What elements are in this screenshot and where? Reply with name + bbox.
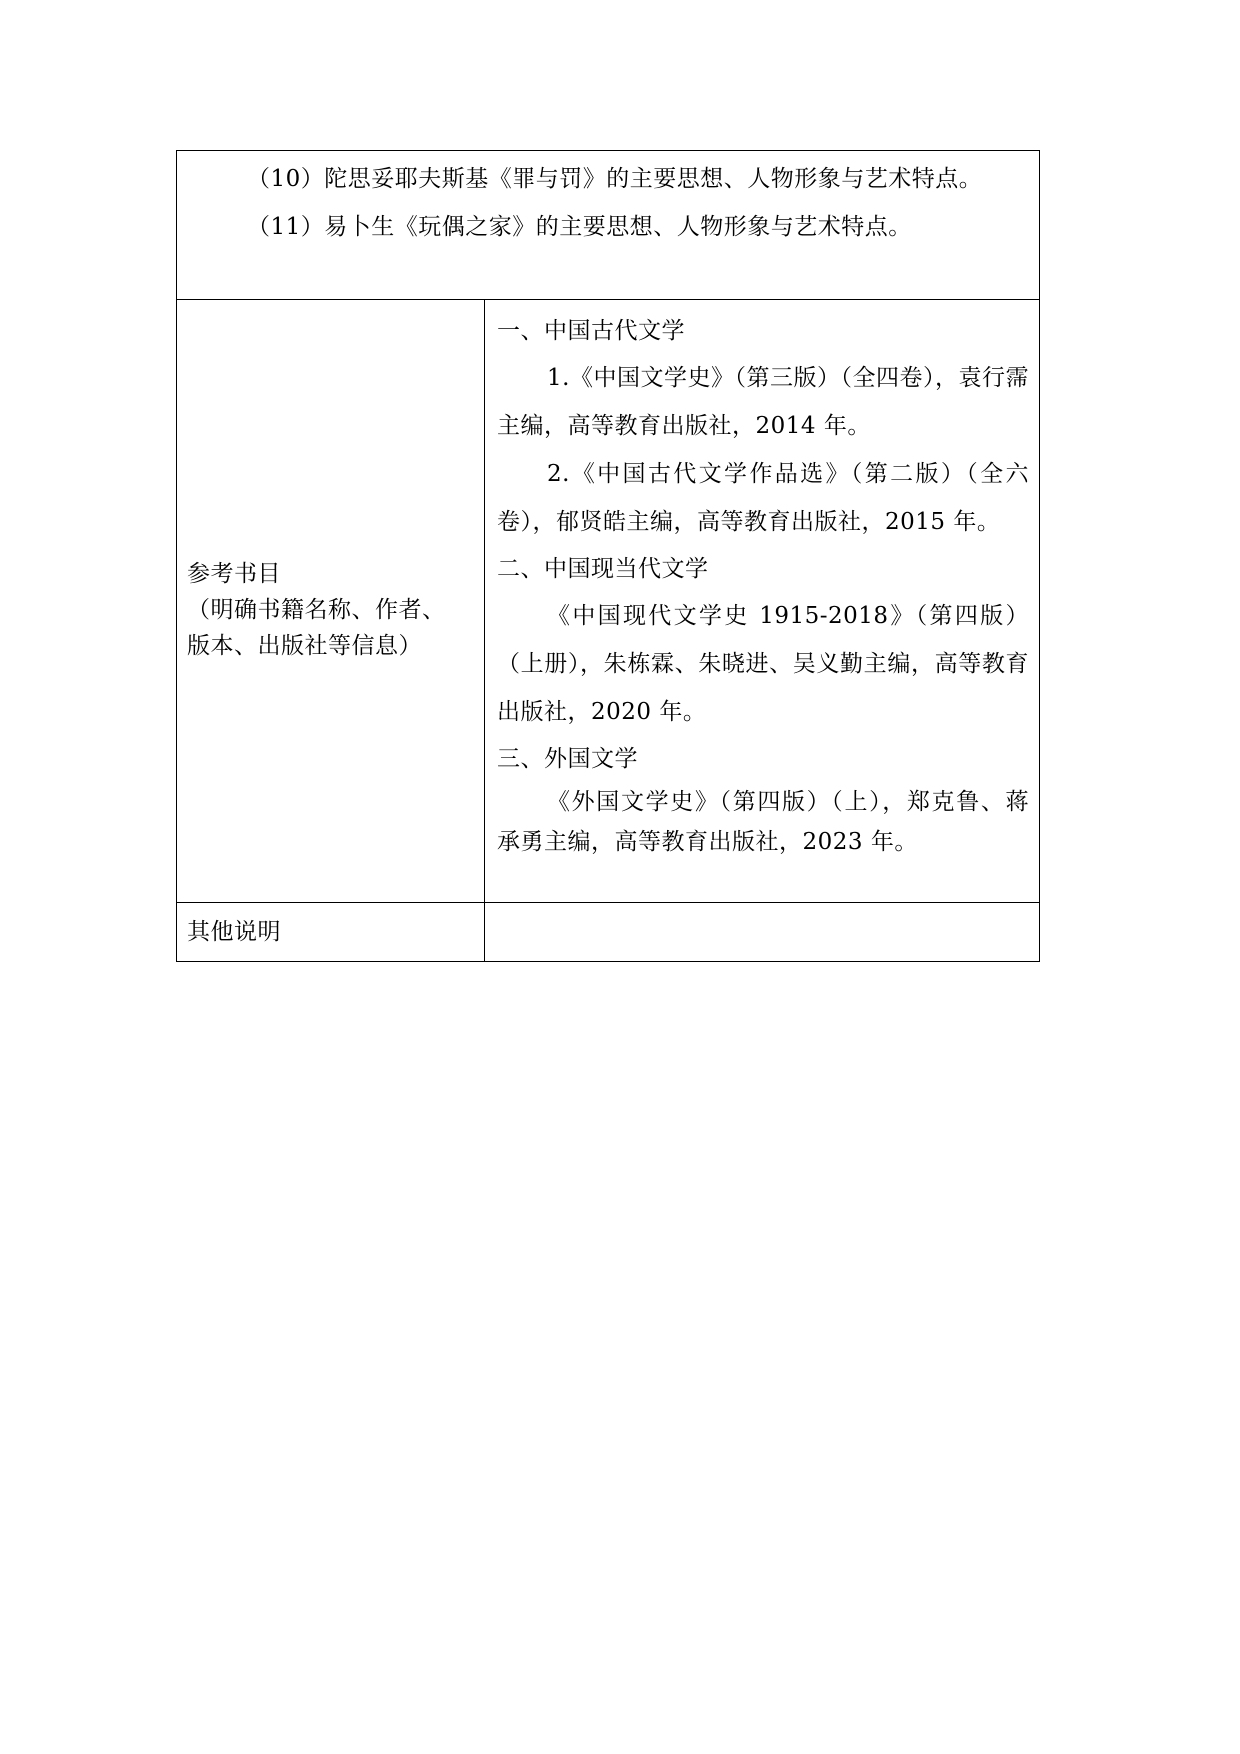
references-content-cell <box>485 300 1040 903</box>
references-note-line: 版本、出版社等信息） <box>187 633 422 659</box>
table-row <box>177 151 1040 300</box>
table-row <box>177 903 1040 962</box>
references-title: 参考书目 <box>187 561 281 587</box>
syllabus-table <box>176 150 1040 962</box>
reference-entry: 《外国文学史》（第四版）（上），郑克鲁、蒋承勇主编，高等教育出版社，2023 年。 <box>497 789 1029 855</box>
continued-topics-cell <box>177 151 1040 300</box>
other-notes-label: 其他说明 <box>187 919 281 945</box>
section-heading: 二、中国现当代文学 <box>497 556 709 582</box>
section-heading: 一、中国古代文学 <box>497 318 685 344</box>
references-label-cell <box>177 300 485 903</box>
table-row <box>177 300 1040 903</box>
references-note-line: （明确书籍名称、作者、 <box>187 597 446 623</box>
reference-entry: 2.《中国古代文学作品选》（第二版）（全六卷），郁贤皓主编，高等教育出版社，2015 年。 <box>497 461 1029 535</box>
other-notes-label-cell <box>177 903 485 962</box>
topic-item: （10）陀思妥耶夫斯基《罪与罚》的主要思想、人物形象与艺术特点。 <box>247 166 983 192</box>
reference-entry: 1.《中国文学史》（第三版）（全四卷），袁行霈主编，高等教育出版社，2014 年。 <box>497 365 1029 439</box>
other-notes-value-cell <box>485 903 1040 962</box>
topic-item: （11）易卜生《玩偶之家》的主要思想、人物形象与艺术特点。 <box>247 214 912 240</box>
reference-entry: 《中国现代文学史 1915-2018》（第四版）（上册），朱栋霖、朱晓进、吴义勤主编，高等教育出版社，2020 年。 <box>497 603 1029 725</box>
section-heading: 三、外国文学 <box>497 746 638 772</box>
